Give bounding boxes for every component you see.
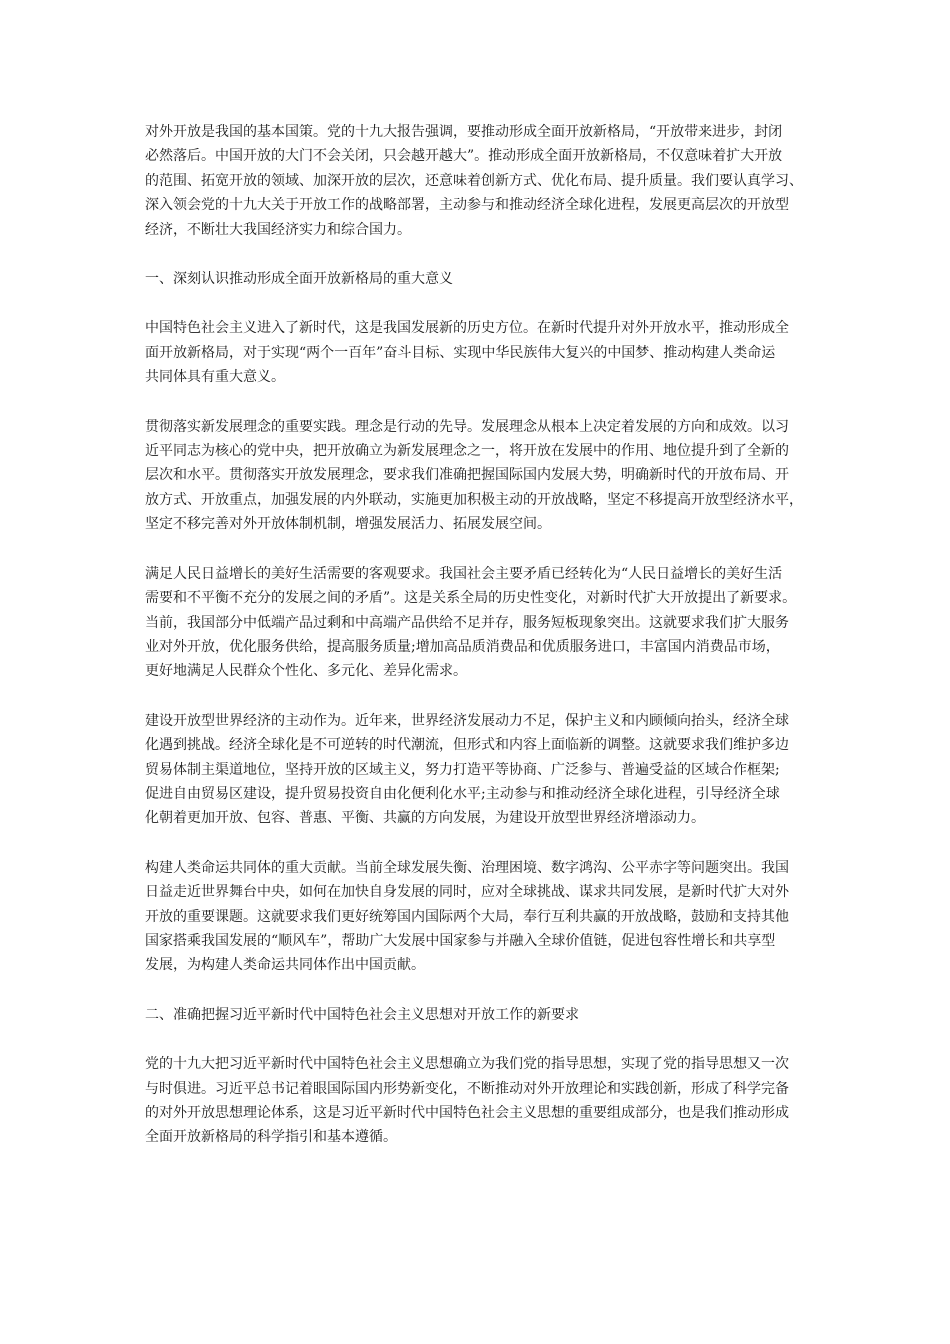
section-heading-2: 二、准确把握习近平新时代中国特色社会主义思想对开放工作的新要求 [145, 1006, 579, 1023]
intro-paragraph: 对外开放是我国的基本国策。党的十九大报告强调，要推动形成全面开放新格局，“开放带来进步，封闭 必然落后。中国开放的大门不会关闭，只会越开越大”。推动形成全面开放新格局，不仅意味着扩大开放 的范围、拓宽开放的领域、加深开放的层次，还意味着创新方式、优化布局、提升质量。我们要认真学习、 深入领会党的十九大关于开放工作的战略部署，主动参与和推动经济全球化进程，发展更高层次的开放型 经济，不断壮大我国经济实力和综合国力。 [145, 124, 803, 238]
section-heading-1: 一、深刻认识推动形成全面开放新格局的重大意义 [145, 271, 453, 288]
paragraph-3: 满足人民日益增长的美好生活需要的客观要求。我国社会主要矛盾已经转化为“人民日益增长的美好生活 需要和不平衡不充分的发展之间的矛盾”。这是关系全局的历史性变化，对新时代扩大开放提出了新要求。 当前，我国部分中低端产品过剩和中高端产品供给不足并存，服务短板现象突出。这就要求我们扩大服务 业对外开放，优化服务供给，提高服务质量;增加高品质消费品和优质服务进口，丰富国内消费品市场， 更好地满足人民群众个性化、多元化、差异化需求。 [145, 565, 797, 680]
paragraph-2: 贯彻落实新发展理念的重要实践。理念是行动的先导。发展理念从根本上决定着发展的方向和成效。以习 近平同志为核心的党中央，把开放确立为新发展理念之一，将开放在发展中的作用、地位提升到了全新的 层次和水平。贯彻落实开放发展理念，要求我们准确把握国际国内发展大势，明确新时代的开放布局、开 放方式、开放重点，加强发展的内外联动，实施更加积极主动的开放战略，坚定不移提高开放型经济水平， 坚定不移完善对外开放体制机制，增强发展活力、拓展发展空间。 [145, 418, 803, 533]
paragraph-4: 建设开放型世界经济的主动作为。近年来，世界经济发展动力不足，保护主义和内顾倾向抬头，经济全球 化遇到挑战。经济全球化是不可逆转的时代潮流，但形式和内容上面临新的调整。这就要求我们维护多边 贸易体制主渠道地位，坚持开放的区域主义，努力打造平等协商、广泛参与、普遍受益的区域合作框架; 促进自由贸易区建设，提升贸易投资自由化便利化水平;主动参与和推动经济全球化进程，引导经济全球 化朝着更加开放、包容、普惠、平衡、共赢的方向发展，为建设开放型世界经济增添动力。 [145, 712, 789, 827]
paragraph-1: 中国特色社会主义进入了新时代，这是我国发展新的历史方位。在新时代提升对外开放水平，推动形成全 面开放新格局，对于实现“两个一百年”奋斗目标、实现中华民族伟大复兴的中国梦、推动构建人类命运 共同体具有重大意义。 [145, 320, 789, 386]
document-body [145, 120, 825, 1175]
paragraph-6: 党的十九大把习近平新时代中国特色社会主义思想确立为我们党的指导思想，实现了党的指导思想又一次 与时俱进。习近平总书记着眼国际国内形势新变化，不断推动对外开放理论和实践创新，形成了科学完备 的对外开放思想理论体系，这是习近平新时代中国特色社会主义思想的重要组成部分，也是我们推动形成 全面开放新格局的科学指引和基本遵循。 [145, 1056, 789, 1146]
paragraph-5: 构建人类命运共同体的重大贡献。当前全球发展失衡、治理困境、数字鸿沟、公平赤字等问题突出。我国 日益走近世界舞台中央，如何在加快自身发展的同时，应对全球挑战、谋求共同发展，是新时代扩大对外 开放的重要课题。这就要求我们更好统筹国内国际两个大局，奉行互利共赢的开放战略，鼓励和支持其他 国家搭乘我国发展的“顺风车”，帮助广大发展中国家参与并融入全球价值链，促进包容性增长和共享型 发展，为构建人类命运共同体作出中国贡献。 [145, 859, 789, 974]
